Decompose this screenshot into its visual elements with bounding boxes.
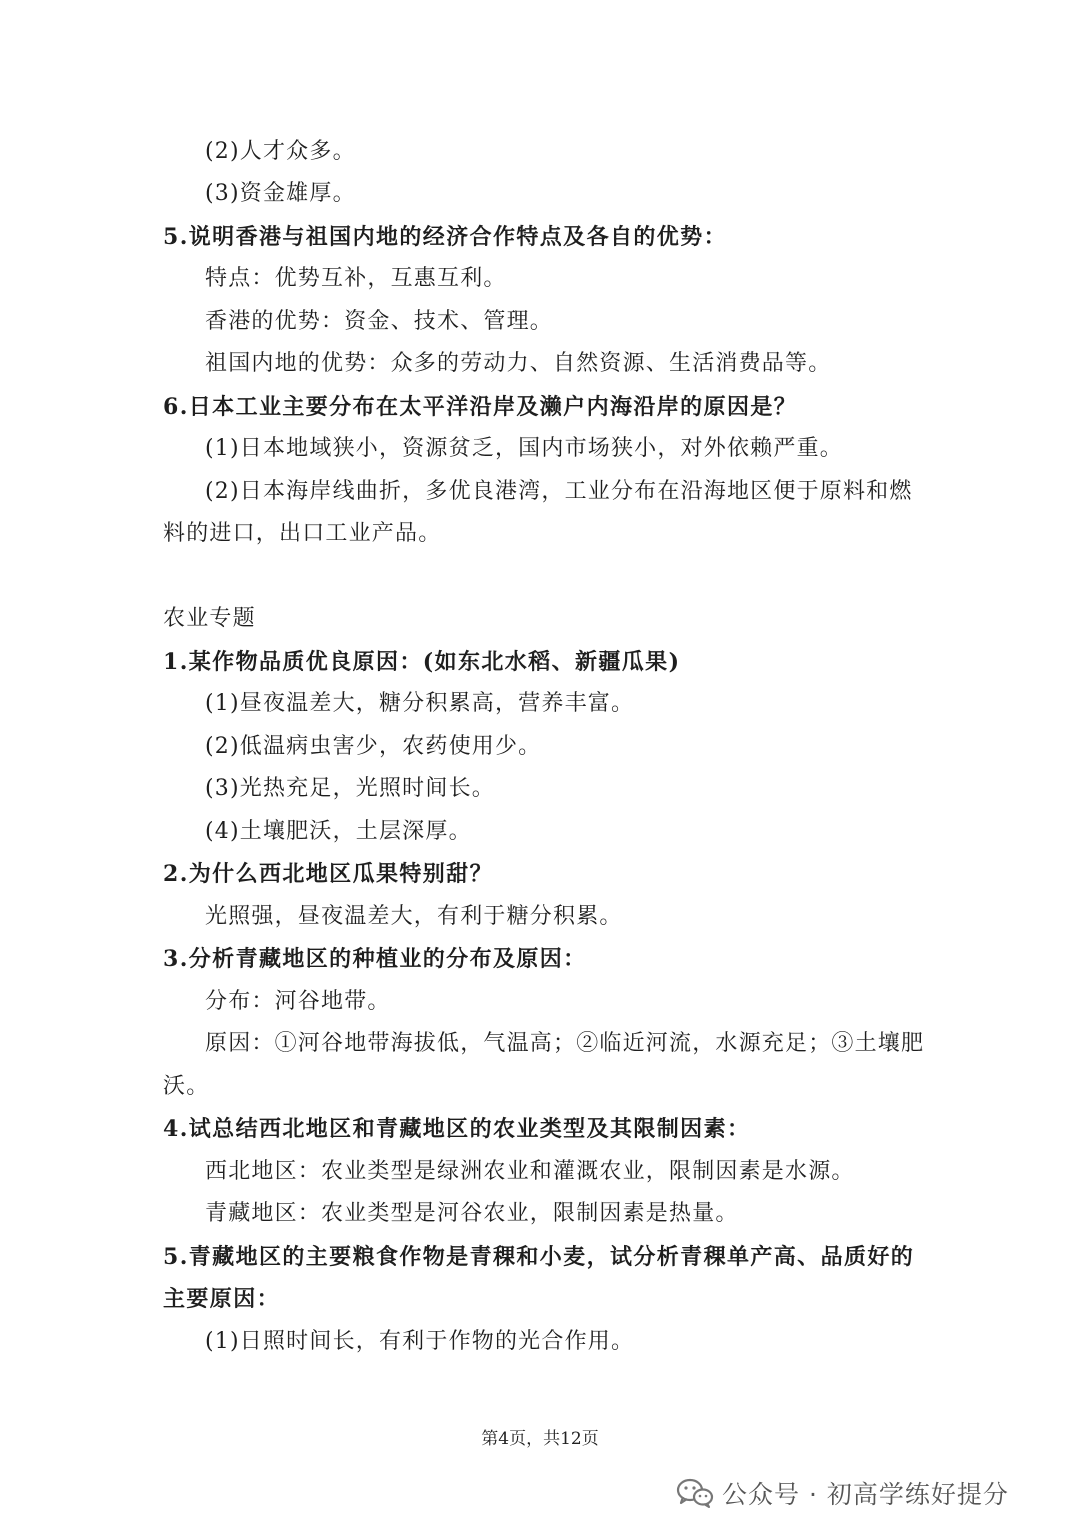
answer-line: (1)日本地域狭小，资源贫乏，国内市场狭小，对外依赖严重。 — [205, 436, 843, 461]
answer-line-continued: 料的进口，出口工业产品。 — [163, 521, 442, 546]
answer-line-continued: 沃。 — [163, 1074, 210, 1099]
answer-line: 光照强，昼夜温差大，有利于糖分积累。 — [205, 904, 623, 929]
answer-line: 祖国内地的优势：众多的劳动力、自然资源、生活消费品等。 — [205, 351, 832, 376]
section-title: 农业专题 — [163, 606, 256, 631]
answer-line: (4)土壤肥沃，土层深厚。 — [205, 819, 472, 844]
question-heading: 6.日本工业主要分布在太平洋沿岸及濑户内海沿岸的原因是？ — [163, 394, 798, 420]
answer-line: (2)日本海岸线曲折，多优良港湾，工业分布在沿海地区便于原料和燃 — [205, 479, 913, 504]
question-heading: 3.分析青藏地区的种植业的分布及原因： — [163, 946, 587, 972]
question-heading: 1.某作物品质优良原因：(如东北水稻、新疆瓜果) — [163, 649, 681, 675]
question-heading: 4.试总结西北地区和青藏地区的农业类型及其限制因素： — [163, 1116, 751, 1142]
answer-line: 特点：优势互补，互惠互利。 — [205, 266, 507, 291]
answer-line: (2)低温病虫害少，农药使用少。 — [205, 734, 542, 759]
answer-line: (1)昼夜温差大，糖分积累高，营养丰富。 — [205, 691, 635, 716]
answer-line: (3)光热充足，光照时间长。 — [205, 776, 495, 801]
question-heading: 5.青藏地区的主要粮食作物是青稞和小麦，试分析青稞单产高、品质好的 — [163, 1244, 915, 1270]
page-number-footer: 第4页，共12页 — [481, 1429, 599, 1449]
answer-line: 原因：①河谷地带海拔低，气温高；②临近河流，水源充足；③土壤肥 — [205, 1031, 925, 1056]
wechat-watermark — [676, 1475, 1009, 1511]
watermark-text: 公众号 · 初高学练好提分 — [722, 1480, 1009, 1509]
wechat-icon — [676, 1478, 714, 1508]
answer-line: 青藏地区：农业类型是河谷农业，限制因素是热量。 — [205, 1201, 739, 1226]
answer-line: (1)日照时间长，有利于作物的光合作用。 — [205, 1329, 635, 1354]
answer-line: (2)人才众多。 — [205, 139, 356, 164]
question-heading: 5.说明香港与祖国内地的经济合作特点及各自的优势： — [163, 224, 727, 250]
answer-line: 西北地区：农业类型是绿洲农业和灌溉农业，限制因素是水源。 — [205, 1159, 855, 1184]
answer-line: 分布：河谷地带。 — [205, 989, 391, 1014]
answer-line: 香港的优势：资金、技术、管理。 — [205, 309, 554, 334]
question-heading: 2.为什么西北地区瓜果特别甜？ — [163, 861, 493, 887]
answer-line: (3)资金雄厚。 — [205, 181, 356, 206]
question-heading-continued: 主要原因： — [163, 1286, 281, 1312]
